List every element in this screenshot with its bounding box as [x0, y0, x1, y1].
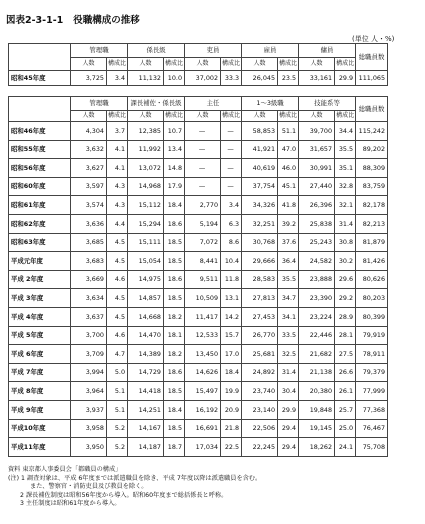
total-cell: 76,467: [356, 419, 388, 438]
count-cell: 14,975: [128, 270, 164, 289]
group-header: 管理職: [71, 44, 128, 58]
count-cell: 11,132: [128, 71, 164, 86]
table-row: [9, 382, 388, 401]
ratio-header: 構成比: [221, 111, 242, 122]
ratio-cell: 32.8: [335, 177, 356, 196]
ratio-cell: 21.8: [221, 419, 242, 438]
table-row: [9, 177, 388, 196]
count-cell: 3,597: [71, 177, 107, 196]
ratio-cell: 47.0: [278, 140, 299, 159]
total-cell: 81,426: [356, 252, 388, 271]
ratio-cell: 34.1: [278, 307, 299, 326]
count-cell: 3,683: [71, 252, 107, 271]
count-cell: 3,637: [71, 307, 107, 326]
notes: [8, 466, 261, 509]
total-cell: 83,759: [356, 177, 388, 196]
table-row: [9, 122, 388, 141]
ratio-cell: 29.9: [278, 400, 299, 419]
ratio-cell: 29.4: [278, 419, 299, 438]
ratio-cell: 5.1: [107, 400, 128, 419]
ratio-cell: 29.9: [335, 71, 356, 86]
ratio-cell: 39.2: [278, 214, 299, 233]
table-row: [9, 252, 388, 271]
row-label: 昭和56年度: [9, 159, 71, 178]
count-cell: 23,390: [299, 289, 335, 308]
count-cell: —: [185, 159, 221, 178]
count-cell: 3,725: [71, 71, 107, 86]
count-cell: 41,921: [242, 140, 278, 159]
ratio-cell: 26.1: [335, 382, 356, 401]
ratio-cell: 18.2: [164, 307, 185, 326]
ratio-cell: 8.6: [221, 233, 242, 252]
ratio-cell: 25.7: [335, 400, 356, 419]
ratio-cell: 37.6: [278, 233, 299, 252]
ratio-cell: 18.6: [164, 270, 185, 289]
count-header: 人数: [71, 111, 107, 122]
ratio-cell: 4.7: [107, 345, 128, 364]
count-cell: 15,112: [128, 196, 164, 215]
count-cell: 29,666: [242, 252, 278, 271]
table-row: [9, 270, 388, 289]
count-cell: 3,950: [71, 438, 107, 457]
count-cell: 27,440: [299, 177, 335, 196]
ratio-cell: 28.1: [335, 326, 356, 345]
ratio-cell: 46.0: [278, 159, 299, 178]
ratio-cell: 14.8: [164, 159, 185, 178]
count-cell: 3,709: [71, 345, 107, 364]
ratio-cell: 35.5: [335, 140, 356, 159]
ratio-header: 構成比: [335, 111, 356, 122]
count-cell: 15,497: [185, 382, 221, 401]
ratio-cell: 51.1: [278, 122, 299, 141]
ratio-cell: 17.0: [221, 345, 242, 364]
note-2: 2 課長補佐制度は昭和56年度から導入。昭和60年度まで総括係長と呼称。: [20, 491, 228, 499]
ratio-cell: 4.5: [107, 252, 128, 271]
group-header: 雇員: [242, 44, 299, 58]
count-header: 人数: [128, 58, 164, 71]
ratio-cell: 6.3: [221, 214, 242, 233]
ratio-cell: 4.5: [107, 289, 128, 308]
row-label: 平成 4年度: [9, 307, 71, 326]
ratio-cell: 10.4: [221, 252, 242, 271]
total-cell: 89,202: [356, 140, 388, 159]
ratio-cell: 33.5: [278, 326, 299, 345]
row-label: 昭和62年度: [9, 214, 71, 233]
count-header: 人数: [242, 111, 278, 122]
table-row: [9, 196, 388, 215]
total-cell: 82,213: [356, 214, 388, 233]
count-cell: 16,691: [185, 419, 221, 438]
count-cell: 15,054: [128, 252, 164, 271]
table-row: [9, 419, 388, 438]
corner-cell: [9, 97, 71, 122]
ratio-cell: 25.0: [335, 419, 356, 438]
count-cell: 18,262: [299, 438, 335, 457]
count-cell: 3,632: [71, 140, 107, 159]
count-cell: 27,453: [242, 307, 278, 326]
ratio-cell: 18.1: [164, 326, 185, 345]
count-cell: 12,385: [128, 122, 164, 141]
table-row: [9, 214, 388, 233]
ratio-cell: 10.0: [164, 71, 185, 86]
count-cell: 22,446: [299, 326, 335, 345]
count-cell: —: [185, 177, 221, 196]
row-label: 昭和55年度: [9, 140, 71, 159]
table-row: [9, 326, 388, 345]
ratio-header: 構成比: [335, 58, 356, 71]
ratio-header: 構成比: [107, 58, 128, 71]
ratio-cell: 20.9: [221, 400, 242, 419]
table-row: [9, 307, 388, 326]
count-cell: 19,145: [299, 419, 335, 438]
ratio-cell: 5.1: [107, 382, 128, 401]
count-cell: 28,583: [242, 270, 278, 289]
ratio-cell: 18.2: [164, 345, 185, 364]
ratio-cell: 22.5: [221, 438, 242, 457]
ratio-cell: 30.2: [335, 252, 356, 271]
ratio-cell: 13.4: [164, 140, 185, 159]
ratio-cell: 18.4: [221, 363, 242, 382]
corner-cell: [9, 44, 71, 71]
count-cell: 4,304: [71, 122, 107, 141]
ratio-cell: 5.0: [107, 363, 128, 382]
ratio-cell: 18.7: [164, 438, 185, 457]
table-row: [9, 159, 388, 178]
count-header: 人数: [242, 58, 278, 71]
ratio-cell: 27.5: [335, 345, 356, 364]
ratio-cell: 31.4: [278, 363, 299, 382]
count-cell: 3,685: [71, 233, 107, 252]
count-cell: 8,441: [185, 252, 221, 271]
total-cell: 78,911: [356, 345, 388, 364]
count-cell: 24,892: [242, 363, 278, 382]
total-cell: 80,626: [356, 270, 388, 289]
row-label: 平成11年度: [9, 438, 71, 457]
ratio-cell: 4.6: [107, 270, 128, 289]
ratio-cell: 14.2: [221, 307, 242, 326]
row-label: 昭和60年度: [9, 177, 71, 196]
row-label: 昭和46年度: [9, 122, 71, 141]
count-cell: 22,506: [242, 419, 278, 438]
ratio-cell: 13.1: [221, 289, 242, 308]
total-cell: 115,242: [356, 122, 388, 141]
ratio-cell: 33.3: [221, 71, 242, 86]
group-header: 主任: [185, 97, 242, 111]
count-header: 人数: [185, 58, 221, 71]
count-header: 人数: [128, 111, 164, 122]
ratio-cell: 4.1: [107, 140, 128, 159]
ratio-cell: 3.7: [107, 122, 128, 141]
table-1970: [8, 43, 388, 86]
table-row: [9, 363, 388, 382]
count-cell: 14,418: [128, 382, 164, 401]
count-cell: 15,111: [128, 233, 164, 252]
count-cell: 23,740: [242, 382, 278, 401]
count-cell: 3,574: [71, 196, 107, 215]
count-cell: 14,857: [128, 289, 164, 308]
table-row: [9, 233, 388, 252]
ratio-cell: 17.9: [164, 177, 185, 196]
ratio-cell: 32.5: [278, 345, 299, 364]
row-label: 平成 9年度: [9, 400, 71, 419]
note-3: 3 主任制度は昭和61年度から導入。: [20, 500, 121, 508]
count-cell: 23,888: [299, 270, 335, 289]
count-cell: 14,251: [128, 400, 164, 419]
count-cell: 14,968: [128, 177, 164, 196]
note-1-cont: また、警察官・消防吏員及び教員を除く。: [30, 483, 148, 491]
ratio-cell: 10.7: [164, 122, 185, 141]
count-cell: 11,992: [128, 140, 164, 159]
ratio-cell: 36.4: [278, 252, 299, 271]
count-header: 人数: [299, 58, 335, 71]
count-cell: —: [185, 140, 221, 159]
ratio-cell: 4.3: [107, 196, 128, 215]
ratio-cell: 41.8: [278, 196, 299, 215]
table-row: [9, 400, 388, 419]
count-cell: 14,167: [128, 419, 164, 438]
total-cell: 80,399: [356, 307, 388, 326]
count-cell: 39,700: [299, 122, 335, 141]
row-label: 昭和63年度: [9, 233, 71, 252]
count-cell: 19,848: [299, 400, 335, 419]
table-row: [9, 71, 388, 86]
ratio-cell: 18.5: [164, 233, 185, 252]
ratio-cell: 18.4: [164, 400, 185, 419]
table-row: [9, 140, 388, 159]
ratio-cell: 23.5: [278, 71, 299, 86]
ratio-cell: 18.6: [164, 363, 185, 382]
group-header: 課長補佐・係長級: [128, 97, 185, 111]
ratio-cell: 18.5: [164, 289, 185, 308]
count-cell: 14,729: [128, 363, 164, 382]
count-cell: 16,192: [185, 400, 221, 419]
ratio-cell: 29.4: [278, 438, 299, 457]
count-cell: 21,682: [299, 345, 335, 364]
ratio-cell: 4.6: [107, 326, 128, 345]
ratio-header: 構成比: [278, 111, 299, 122]
ratio-cell: 15.7: [221, 326, 242, 345]
count-cell: 14,187: [128, 438, 164, 457]
ratio-cell: 29.6: [335, 270, 356, 289]
row-label: 平成 6年度: [9, 345, 71, 364]
total-cell: 88,309: [356, 159, 388, 178]
count-cell: 14,389: [128, 345, 164, 364]
count-cell: 2,770: [185, 196, 221, 215]
ratio-cell: 4.3: [107, 177, 128, 196]
ratio-header: 構成比: [278, 58, 299, 71]
ratio-cell: 3.4: [221, 196, 242, 215]
ratio-cell: —: [221, 159, 242, 178]
count-cell: 11,417: [185, 307, 221, 326]
total-cell: 77,368: [356, 400, 388, 419]
total-cell: 111,065: [356, 71, 388, 86]
group-header: 技能系等: [299, 97, 356, 111]
total-header: 総職員数: [356, 44, 388, 71]
count-cell: 13,450: [185, 345, 221, 364]
ratio-cell: 24.1: [335, 438, 356, 457]
count-header: 人数: [299, 111, 335, 122]
group-header: 吏員: [185, 44, 242, 58]
group-header: 管理職: [71, 97, 128, 111]
row-label: 平成 5年度: [9, 326, 71, 345]
ratio-cell: 32.1: [335, 196, 356, 215]
ratio-cell: 45.1: [278, 177, 299, 196]
ratio-cell: 4.4: [107, 214, 128, 233]
count-cell: 14,626: [185, 363, 221, 382]
count-cell: 12,533: [185, 326, 221, 345]
ratio-cell: 18.5: [164, 382, 185, 401]
count-cell: 25,681: [242, 345, 278, 364]
count-cell: 5,194: [185, 214, 221, 233]
count-cell: 26,396: [299, 196, 335, 215]
count-cell: 13,072: [128, 159, 164, 178]
ratio-cell: 4.5: [107, 233, 128, 252]
row-label: 平成元年度: [9, 252, 71, 271]
count-cell: 9,511: [185, 270, 221, 289]
count-cell: 3,964: [71, 382, 107, 401]
total-cell: 79,919: [356, 326, 388, 345]
ratio-cell: 5.2: [107, 438, 128, 457]
ratio-cell: —: [221, 177, 242, 196]
count-cell: 30,991: [299, 159, 335, 178]
count-cell: 26,770: [242, 326, 278, 345]
ratio-cell: 30.8: [335, 233, 356, 252]
count-cell: 25,838: [299, 214, 335, 233]
count-cell: 14,470: [128, 326, 164, 345]
count-cell: 3,636: [71, 214, 107, 233]
count-cell: 3,958: [71, 419, 107, 438]
ratio-cell: 34.7: [278, 289, 299, 308]
ratio-cell: 34.4: [335, 122, 356, 141]
count-cell: 7,072: [185, 233, 221, 252]
count-cell: 26,045: [242, 71, 278, 86]
table-1971-1999: [8, 96, 388, 457]
count-cell: 30,768: [242, 233, 278, 252]
table-row: [9, 289, 388, 308]
ratio-header: 構成比: [164, 111, 185, 122]
ratio-cell: 18.5: [164, 419, 185, 438]
count-cell: 3,994: [71, 363, 107, 382]
total-cell: 81,879: [356, 233, 388, 252]
ratio-header: 構成比: [107, 111, 128, 122]
ratio-cell: —: [221, 122, 242, 141]
count-cell: 34,326: [242, 196, 278, 215]
ratio-cell: 5.2: [107, 419, 128, 438]
count-cell: 3,627: [71, 159, 107, 178]
ratio-cell: 18.6: [164, 214, 185, 233]
row-label: 昭和61年度: [9, 196, 71, 215]
count-cell: 21,138: [299, 363, 335, 382]
count-cell: —: [185, 122, 221, 141]
ratio-cell: 18.4: [164, 196, 185, 215]
count-cell: 27,813: [242, 289, 278, 308]
ratio-cell: 35.5: [278, 270, 299, 289]
ratio-cell: 3.4: [107, 71, 128, 86]
note-1: (注) 1 調査対象は、平成 6年度までは派遣職員を除き、平成 7年度以降は派遣職員を含む。: [8, 474, 262, 482]
ratio-cell: —: [221, 140, 242, 159]
count-cell: 31,657: [299, 140, 335, 159]
total-cell: 80,203: [356, 289, 388, 308]
table-row: [9, 438, 388, 457]
ratio-cell: 31.4: [335, 214, 356, 233]
count-cell: 25,243: [299, 233, 335, 252]
ratio-cell: 35.1: [335, 159, 356, 178]
group-header: 傭員: [299, 44, 356, 58]
count-cell: 24,582: [299, 252, 335, 271]
total-cell: 79,379: [356, 363, 388, 382]
ratio-cell: 28.9: [335, 307, 356, 326]
count-cell: 3,937: [71, 400, 107, 419]
count-cell: 20,380: [299, 382, 335, 401]
ratio-cell: 18.5: [164, 252, 185, 271]
count-header: 人数: [71, 58, 107, 71]
row-label: 平成10年度: [9, 419, 71, 438]
count-cell: 58,853: [242, 122, 278, 141]
ratio-cell: 19.9: [221, 382, 242, 401]
figure-title: [6, 12, 150, 26]
source-note: 資料 東京都人事委員会「都職員の構成」: [8, 466, 122, 473]
count-cell: 10,509: [185, 289, 221, 308]
count-cell: 3,700: [71, 326, 107, 345]
count-cell: 3,634: [71, 289, 107, 308]
ratio-header: 構成比: [221, 58, 242, 71]
total-header: 総職員数: [356, 97, 388, 122]
count-cell: 3,669: [71, 270, 107, 289]
count-cell: 23,140: [242, 400, 278, 419]
ratio-cell: 30.4: [278, 382, 299, 401]
unit-note: (単位 人・%): [352, 35, 395, 43]
count-cell: 37,754: [242, 177, 278, 196]
group-header: 1～3級職: [242, 97, 299, 111]
group-header: 係長級: [128, 44, 185, 58]
row-label: 昭和45年度: [9, 71, 71, 86]
total-cell: 77,999: [356, 382, 388, 401]
count-cell: 32,251: [242, 214, 278, 233]
count-cell: 33,161: [299, 71, 335, 86]
ratio-cell: 11.8: [221, 270, 242, 289]
total-cell: 82,178: [356, 196, 388, 215]
ratio-cell: 26.6: [335, 363, 356, 382]
figure-caption: 役職構成の推移: [73, 15, 140, 26]
row-label: 平成 7年度: [9, 363, 71, 382]
ratio-cell: 29.2: [335, 289, 356, 308]
ratio-header: 構成比: [164, 58, 185, 71]
count-cell: 22,245: [242, 438, 278, 457]
count-cell: 14,668: [128, 307, 164, 326]
row-label: 平成 8年度: [9, 382, 71, 401]
count-cell: 37,002: [185, 71, 221, 86]
ratio-cell: 4.5: [107, 307, 128, 326]
count-cell: 23,224: [299, 307, 335, 326]
ratio-cell: 4.1: [107, 159, 128, 178]
count-cell: 40,619: [242, 159, 278, 178]
count-header: 人数: [185, 111, 221, 122]
table-row: [9, 345, 388, 364]
total-cell: 75,708: [356, 438, 388, 457]
figure-number: 図表2-3-1-1: [6, 15, 64, 26]
count-cell: 17,034: [185, 438, 221, 457]
row-label: 平成 2年度: [9, 270, 71, 289]
count-cell: 15,294: [128, 214, 164, 233]
row-label: 平成 3年度: [9, 289, 71, 308]
